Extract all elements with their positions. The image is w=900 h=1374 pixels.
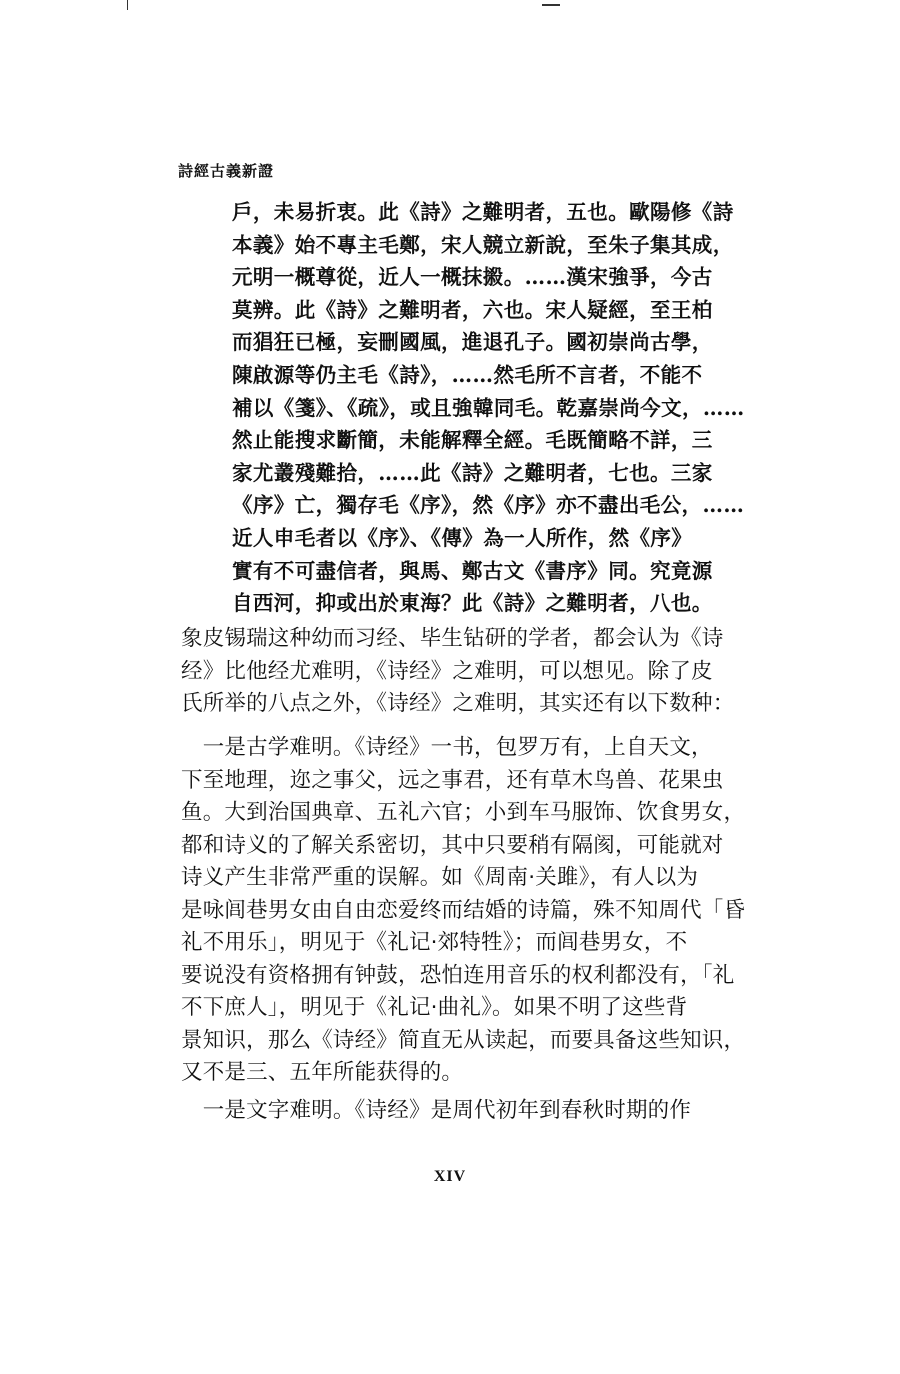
text-line: 下至地理，迩之事父，远之事君，还有草木鸟兽、花果虫 <box>181 767 724 793</box>
text-line: 经》比他经尤难明，《诗经》之难明，可以想见。除了皮 <box>181 658 713 684</box>
paragraph-ancient-learning <box>181 732 761 1090</box>
quote-line: 本義》始不專主毛鄭，宋人競立新說，至朱子集其成， <box>232 232 734 257</box>
paragraph-script <box>181 1095 761 1128</box>
quote-line: 然止能搜求斷簡，未能解釋全經。毛既簡略不詳，三 <box>232 428 713 453</box>
quote-line: 而猖狂已極，妄刪國風，進退孔子。國初崇尚古學， <box>232 330 713 355</box>
quote-line: 戶，未易折衷。此《詩》之難明者，五也。歐陽修《詩 <box>232 200 734 224</box>
text-line: 都和诗义的了解关系密切，其中只要稍有隔阂，可能就对 <box>181 832 724 858</box>
running-head: 詩經古義新證 <box>178 162 275 180</box>
quote-line: 家尤叢殘難拾，……此《詩》之難明者，七也。三家 <box>232 460 713 485</box>
text-line: 氏所举的八点之外，《诗经》之难明，其实还有以下数种： <box>181 691 735 716</box>
quote-line: 實有不可盡信者，與馬、鄭古文《書序》同。究竟源 <box>232 558 713 583</box>
quote-line: 自西河，抑或出於東海？此《詩》之難明者，八也。 <box>232 591 713 616</box>
quote-line: 莫辨。此《詩》之難明者，六也。宋人疑經，至王柏 <box>232 297 713 322</box>
quote-line: 《序》亡，獨存毛《序》，然《序》亦不盡出毛公，…… <box>232 493 745 518</box>
text-line: 要说没有资格拥有钟鼓，恐怕连用音乐的权利都没有，「礼 <box>181 962 735 988</box>
text-line: 鱼。大到治国典章、五礼六官；小到车马服饰、饮食男女， <box>181 800 746 825</box>
text-line: 一是古学难明。《诗经》一书，包罗万有，上自天文， <box>181 735 713 760</box>
text-line: 礼不用乐」，明见于《礼记·郊特牲》；而闾巷男女，不 <box>181 930 688 955</box>
text-line: 景知识，那么《诗经》简直无从读起，而要具备这些知识， <box>181 1027 746 1053</box>
page-number: XIV <box>433 1168 467 1185</box>
text-line: 诗义产生非常严重的误解。如《周南·关雎》，有人以为 <box>181 865 699 890</box>
text-line: 又不是三、五年所能获得的。 <box>181 1060 464 1085</box>
quote-line: 補以《箋》、《疏》，或且強韓同毛。乾嘉崇尚今文，…… <box>232 395 745 420</box>
block-quotation <box>232 196 760 620</box>
text-line: 象皮锡瑞这种幼而习经、毕生钻研的学者，都会认为《诗 <box>181 626 724 651</box>
scan-edge-mark <box>127 0 128 10</box>
quote-line: 近人申毛者以《序》、《傳》為一人所作，然《序》 <box>232 525 693 550</box>
text-line: 不下庶人」，明见于《礼记·曲礼》。如果不明了这些背 <box>181 995 688 1020</box>
text-line: 是咏闾巷男女由自由恋爱终而结婚的诗篇，殊不知周代「昏 <box>181 897 746 923</box>
paragraph-intro <box>181 623 761 721</box>
scan-edge-mark <box>542 4 560 6</box>
quote-line: 陳啟源等仍主毛《詩》，……然毛所不言者，不能不 <box>232 362 703 387</box>
text-line: 一是文字难明。《诗经》是周代初年到春秋时期的作 <box>181 1098 692 1123</box>
quote-line: 元明一概尊從，近人一概抹摋。……漢宋強爭，今古 <box>232 265 713 290</box>
